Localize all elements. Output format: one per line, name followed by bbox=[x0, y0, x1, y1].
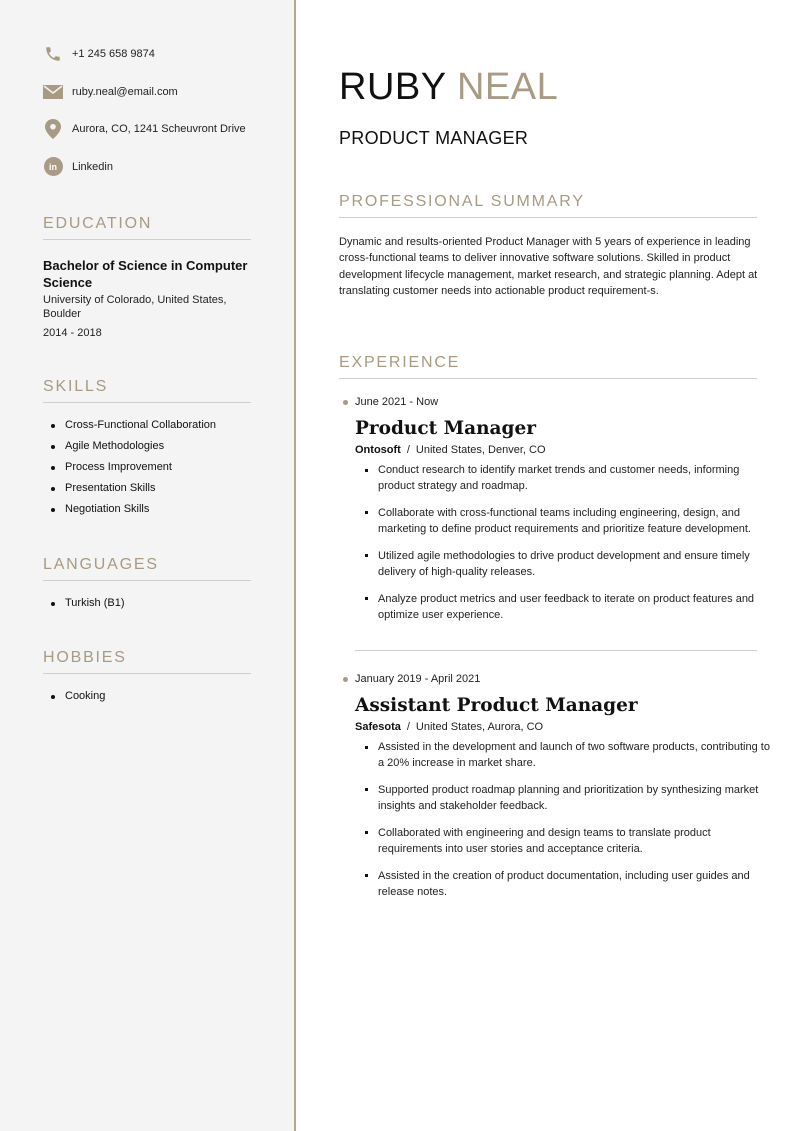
first-name: RUBY bbox=[339, 66, 446, 108]
education-section bbox=[43, 215, 251, 339]
list-item: Cooking bbox=[43, 686, 251, 707]
education-degree: Bachelor of Science in Computer Science bbox=[43, 258, 248, 290]
last-name: NEAL bbox=[456, 66, 559, 108]
sidebar-divider bbox=[294, 0, 296, 1131]
linkedin-icon-text: in bbox=[44, 157, 63, 176]
languages-heading: LANGUAGES bbox=[43, 556, 251, 581]
list-item: Agile Methodologies bbox=[43, 436, 251, 457]
date-bullet-icon bbox=[343, 400, 348, 405]
list-item: Supported product roadmap planning and prioritization by synthesizing market insights and stakeholder feedback. bbox=[365, 782, 770, 815]
list-item: Analyze product metrics and user feedback to iterate on product features and optimize user experience. bbox=[365, 591, 770, 624]
job-dates: June 2021 - Now bbox=[339, 395, 769, 409]
job-entry bbox=[339, 672, 769, 911]
email-text[interactable]: ruby.neal@email.com bbox=[72, 85, 178, 98]
hobbies-list bbox=[43, 686, 251, 707]
languages-list bbox=[43, 593, 251, 614]
contact-phone bbox=[43, 44, 246, 64]
education-school: University of Colorado, United States, Boulder bbox=[43, 294, 227, 320]
job-company: Ontosoft / United States, Denver, CO bbox=[355, 444, 546, 456]
skills-list bbox=[43, 415, 251, 520]
job-bullets bbox=[365, 739, 770, 901]
job-role: Product Manager bbox=[355, 418, 536, 439]
job-title: PRODUCT MANAGER bbox=[339, 128, 529, 148]
location-icon bbox=[43, 119, 63, 139]
hobbies-section bbox=[43, 649, 251, 707]
list-item: Collaborated with engineering and design teams to translate product requirements into user stories and acceptance criteria. bbox=[365, 825, 770, 858]
address-text: Aurora, CO, 1241 Scheuvront Drive bbox=[72, 123, 246, 135]
contact-email bbox=[43, 82, 246, 102]
contact-address bbox=[43, 119, 246, 139]
skills-section bbox=[43, 378, 251, 520]
summary-heading: PROFESSIONAL SUMMARY bbox=[339, 193, 757, 218]
list-item: Negotiation Skills bbox=[43, 499, 251, 520]
list-item: Conduct research to identify market trends and customer needs, informing product strategy and roadmap. bbox=[365, 462, 770, 495]
contact-block bbox=[43, 44, 246, 194]
languages-section bbox=[43, 556, 251, 614]
summary-text: Dynamic and results-oriented Product Manager with 5 years of experience in leading cross-functional teams to deliver innovative software solutions. Skilled in product development lifecycle management, market research, and strategic planning. Adept at translating customer needs into actionable product requirement-s. bbox=[339, 236, 758, 297]
list-item: Collaborate with cross-functional teams including engineering, design, and marketing to define product requirements and prioritize feature development. bbox=[365, 505, 770, 538]
person-name bbox=[339, 66, 558, 109]
main-content bbox=[339, 0, 770, 1131]
list-item: Presentation Skills bbox=[43, 478, 251, 499]
job-entry bbox=[339, 395, 769, 634]
job-separator bbox=[355, 650, 757, 651]
email-icon bbox=[43, 82, 63, 102]
list-item: Process Improvement bbox=[43, 457, 251, 478]
phone-text: +1 245 658 9874 bbox=[72, 48, 155, 60]
experience-heading: EXPERIENCE bbox=[339, 354, 757, 379]
list-item: Assisted in the development and launch of two software products, contributing to a 20% increase in market share. bbox=[365, 739, 770, 772]
education-heading: EDUCATION bbox=[43, 215, 251, 240]
sidebar bbox=[0, 0, 294, 1131]
hobbies-heading: HOBBIES bbox=[43, 649, 251, 674]
job-dates: January 2019 - April 2021 bbox=[339, 672, 769, 686]
job-bullets bbox=[365, 462, 770, 624]
linkedin-icon bbox=[43, 157, 63, 177]
list-item: Cross-Functional Collaboration bbox=[43, 415, 251, 436]
phone-icon bbox=[43, 44, 63, 64]
list-item: Assisted in the creation of product documentation, including user guides and release notes. bbox=[365, 868, 770, 901]
job-role: Assistant Product Manager bbox=[355, 695, 638, 716]
skills-heading: SKILLS bbox=[43, 378, 251, 403]
date-bullet-icon bbox=[343, 677, 348, 682]
list-item: Utilized agile methodologies to drive product development and ensure timely delivery of high-quality releases. bbox=[365, 548, 770, 581]
linkedin-text[interactable]: Linkedin bbox=[72, 160, 113, 173]
job-company: Safesota / United States, Aurora, CO bbox=[355, 721, 544, 733]
education-dates: 2014 - 2018 bbox=[43, 327, 102, 339]
contact-linkedin[interactable] bbox=[43, 157, 246, 177]
list-item: Turkish (B1) bbox=[43, 593, 251, 614]
